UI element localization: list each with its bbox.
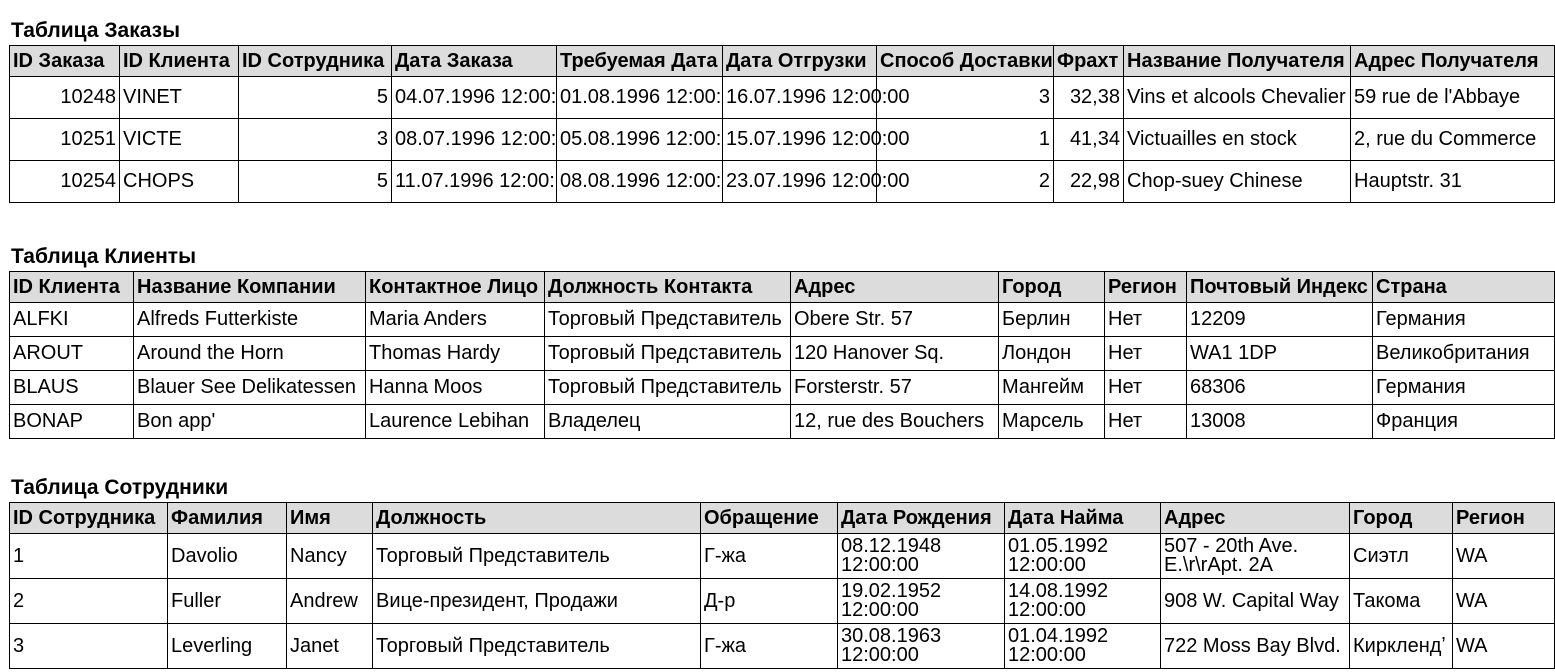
employees-table	[9, 502, 1555, 669]
shipped-date-cell: 16.07.1996 12:00:00	[723, 77, 877, 119]
courtesy-cell: Г-жа	[701, 624, 838, 669]
clients-section	[9, 245, 1555, 439]
order-date-cell: 11.07.1996 12:00:	[392, 161, 557, 203]
title-cell: Вице-президент, Продажи	[373, 579, 701, 624]
city-cell: Кирклендʼ	[1350, 624, 1453, 669]
address-cell: 12, rue des Bouchers	[791, 405, 999, 439]
orders-section	[9, 19, 1555, 203]
freight-cell: 32,38	[1054, 77, 1124, 119]
company-name-cell: Around the Horn	[134, 337, 366, 371]
ship-address-cell: 2, rue du Commerce	[1351, 119, 1555, 161]
employee-id-cell: 5	[239, 161, 392, 203]
contact-name-cell: Thomas Hardy	[366, 337, 545, 371]
contact-title-cell: Торговый Представитель	[545, 337, 791, 371]
employee-id-cell: 2	[10, 579, 168, 624]
city-cell: Сиэтл	[1350, 534, 1453, 579]
client-id-cell: CHOPS	[120, 161, 239, 203]
contact-title-cell: Торговый Представитель	[545, 303, 791, 337]
region-cell: WA	[1453, 579, 1555, 624]
clients-table	[9, 271, 1555, 439]
birth-date-cell: 19.02.1952 12:00:00	[838, 579, 1005, 624]
employees-section	[9, 476, 1555, 669]
address-cell: 507 - 20th Ave. E.\r\rApt. 2A	[1161, 534, 1350, 579]
postal-code-cell: 68306	[1187, 371, 1373, 405]
table-row	[10, 77, 1555, 119]
orders-col-freight: Фрахт	[1054, 46, 1124, 77]
required-date-cell: 08.08.1996 12:00:	[557, 161, 723, 203]
ship-address-cell: 59 rue de l'Abbaye	[1351, 77, 1555, 119]
clients-col-contact-title: Должность Контакта	[545, 272, 791, 303]
city-cell: Такома	[1350, 579, 1453, 624]
region-cell: Нет	[1105, 303, 1187, 337]
postal-code-cell: WA1 1DP	[1187, 337, 1373, 371]
employee-id-cell: 3	[10, 624, 168, 669]
order-id-cell: 10254	[10, 161, 120, 203]
client-id-cell: BLAUS	[10, 371, 134, 405]
clients-col-client-id: ID Клиента	[10, 272, 134, 303]
employees-col-city: Город	[1350, 503, 1453, 534]
table-row	[10, 371, 1555, 405]
employees-col-region: Регион	[1453, 503, 1555, 534]
orders-col-ship-name: Название Получателя	[1124, 46, 1351, 77]
contact-name-cell: Maria Anders	[366, 303, 545, 337]
company-name-cell: Alfreds Futterkiste	[134, 303, 366, 337]
ship-via-cell: 3	[877, 77, 1054, 119]
clients-col-city: Город	[999, 272, 1105, 303]
required-date-cell: 05.08.1996 12:00:	[557, 119, 723, 161]
freight-cell: 41,34	[1054, 119, 1124, 161]
employees-title: Таблица Сотрудники	[11, 476, 229, 499]
employee-id-cell: 3	[239, 119, 392, 161]
city-cell: Лондон	[999, 337, 1105, 371]
freight-cell: 22,98	[1054, 161, 1124, 203]
region-cell: WA	[1453, 534, 1555, 579]
clients-col-postal-code: Почтовый Индекс	[1187, 272, 1373, 303]
order-id-cell: 10251	[10, 119, 120, 161]
courtesy-cell: Д-р	[701, 579, 838, 624]
client-id-cell: VICTE	[120, 119, 239, 161]
required-date-cell: 01.08.1996 12:00:	[557, 77, 723, 119]
orders-col-client-id: ID Клиента	[120, 46, 239, 77]
table-row	[10, 303, 1555, 337]
hire-date-cell: 14.08.1992 12:00:00	[1005, 579, 1161, 624]
contact-name-cell: Hanna Moos	[366, 371, 545, 405]
ship-name-cell: Victuailles en stock	[1124, 119, 1351, 161]
ship-name-cell: Vins et alcools Chevalier	[1124, 77, 1351, 119]
country-cell: Германия	[1373, 371, 1555, 405]
clients-title: Таблица Клиенты	[11, 245, 197, 268]
courtesy-cell: Г-жа	[701, 534, 838, 579]
company-name-cell: Bon app'	[134, 405, 366, 439]
region-cell: WA	[1453, 624, 1555, 669]
clients-col-address: Адрес	[791, 272, 999, 303]
employees-col-employee-id: ID Сотрудника	[10, 503, 168, 534]
ship-via-cell: 2	[877, 161, 1054, 203]
company-name-cell: Blauer See Delikatessen	[134, 371, 366, 405]
region-cell: Нет	[1105, 337, 1187, 371]
clients-col-country: Страна	[1373, 272, 1555, 303]
orders-table	[9, 45, 1555, 203]
region-cell: Нет	[1105, 405, 1187, 439]
ship-via-cell: 1	[877, 119, 1054, 161]
postal-code-cell: 13008	[1187, 405, 1373, 439]
client-id-cell: BONAP	[10, 405, 134, 439]
clients-col-region: Регион	[1105, 272, 1187, 303]
last-name-cell: Leverling	[168, 624, 287, 669]
clients-header-row	[10, 272, 1555, 303]
employee-id-cell: 5	[239, 77, 392, 119]
last-name-cell: Fuller	[168, 579, 287, 624]
employee-id-cell: 1	[10, 534, 168, 579]
clients-col-contact-name: Контактное Лицо	[366, 272, 545, 303]
table-row	[10, 405, 1555, 439]
orders-title: Таблица Заказы	[11, 19, 181, 42]
order-id-cell: 10248	[10, 77, 120, 119]
shipped-date-cell: 15.07.1996 12:00:00	[723, 119, 877, 161]
ship-name-cell: Chop-suey Chinese	[1124, 161, 1351, 203]
employees-col-courtesy: Обращение	[701, 503, 838, 534]
clients-col-company-name: Название Компании	[134, 272, 366, 303]
title-cell: Торговый Представитель	[373, 534, 701, 579]
birth-date-cell: 30.08.1963 12:00:00	[838, 624, 1005, 669]
client-id-cell: ALFKI	[10, 303, 134, 337]
table-row	[10, 337, 1555, 371]
client-id-cell: AROUT	[10, 337, 134, 371]
region-cell: Нет	[1105, 371, 1187, 405]
address-cell: Forsterstr. 57	[791, 371, 999, 405]
contact-name-cell: Laurence Lebihan	[366, 405, 545, 439]
contact-title-cell: Владелец	[545, 405, 791, 439]
country-cell: Великобритания	[1373, 337, 1555, 371]
table-row	[10, 161, 1555, 203]
city-cell: Марсель	[999, 405, 1105, 439]
ship-address-cell: Hauptstr. 31	[1351, 161, 1555, 203]
hire-date-cell: 01.04.1992 12:00:00	[1005, 624, 1161, 669]
title-cell: Торговый Представитель	[373, 624, 701, 669]
employees-col-title: Должность	[373, 503, 701, 534]
country-cell: Франция	[1373, 405, 1555, 439]
postal-code-cell: 12209	[1187, 303, 1373, 337]
birth-date-cell: 08.12.1948 12:00:00	[838, 534, 1005, 579]
employees-col-birth-date: Дата Рождения	[838, 503, 1005, 534]
orders-col-required-date: Требуемая Дата	[557, 46, 723, 77]
city-cell: Берлин	[999, 303, 1105, 337]
orders-col-ship-via: Способ Доставки	[877, 46, 1054, 77]
employees-col-first-name: Имя	[287, 503, 373, 534]
hire-date-cell: 01.05.1992 12:00:00	[1005, 534, 1161, 579]
address-cell: 722 Moss Bay Blvd.	[1161, 624, 1350, 669]
employees-col-address: Адрес	[1161, 503, 1350, 534]
table-row	[10, 579, 1555, 624]
contact-title-cell: Торговый Представитель	[545, 371, 791, 405]
orders-header-row	[10, 46, 1555, 77]
first-name-cell: Nancy	[287, 534, 373, 579]
employees-header-row	[10, 503, 1555, 534]
table-row	[10, 534, 1555, 579]
orders-col-ship-address: Адрес Получателя	[1351, 46, 1555, 77]
orders-col-shipped-date: Дата Отгрузки	[723, 46, 877, 77]
last-name-cell: Davolio	[168, 534, 287, 579]
address-cell: 120 Hanover Sq.	[791, 337, 999, 371]
table-row	[10, 624, 1555, 669]
client-id-cell: VINET	[120, 77, 239, 119]
first-name-cell: Janet	[287, 624, 373, 669]
country-cell: Германия	[1373, 303, 1555, 337]
orders-col-order-id: ID Заказа	[10, 46, 120, 77]
city-cell: Мангейм	[999, 371, 1105, 405]
table-row	[10, 119, 1555, 161]
shipped-date-cell: 23.07.1996 12:00:00	[723, 161, 877, 203]
order-date-cell: 04.07.1996 12:00:	[392, 77, 557, 119]
employees-col-hire-date: Дата Найма	[1005, 503, 1161, 534]
orders-col-employee-id: ID Сотрудника	[239, 46, 392, 77]
order-date-cell: 08.07.1996 12:00:	[392, 119, 557, 161]
address-cell: Obere Str. 57	[791, 303, 999, 337]
first-name-cell: Andrew	[287, 579, 373, 624]
address-cell: 908 W. Capital Way	[1161, 579, 1350, 624]
orders-col-order-date: Дата Заказа	[392, 46, 557, 77]
employees-col-last-name: Фамилия	[168, 503, 287, 534]
